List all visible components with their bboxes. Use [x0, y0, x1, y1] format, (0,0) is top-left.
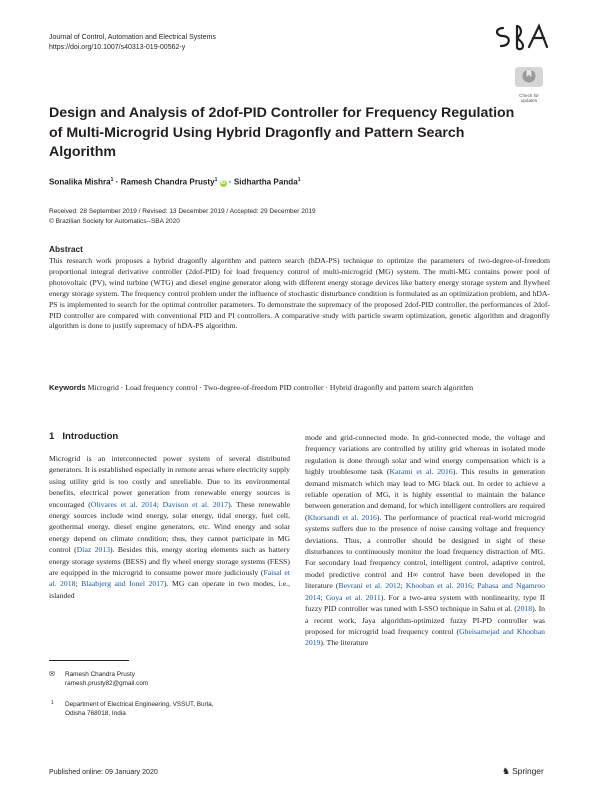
paper-title: Design and Analysis of 2dof-PID Controller for Frequency Regulation of Multi-Microgrid Using Hybrid Dragonfly and Pattern Search Algorithm [49, 105, 515, 160]
citation-link[interactable]: Faisal et al. 2018 [49, 568, 290, 589]
affiliation-marker: 1 [51, 700, 54, 706]
affiliation-block [49, 700, 213, 718]
envelope-icon: ✉ [49, 671, 55, 678]
article-dates [49, 207, 316, 226]
body-text: ). The performance of practical real-world microgrid systems suffers due to the presence of noise causing voltage and frequency deviations. Thus, a controller should be designed in sight of these disturbances to continuously monitor the load frequency distraction of MG. For secondary load frequency control, intelligent control, adaptive control, model predictive control and H∞ control have been developed in the literature ( [305, 512, 546, 591]
author-name[interactable]: Sidhartha Panda [233, 177, 298, 187]
body-text: ; [156, 499, 163, 509]
body-text: ). The literature [320, 638, 369, 648]
body-text: ). These renewable energy sources include wind energy, solar energy, tidal energy, fuel cell, geothermal energy, diesel engine generators, etc. Wind energy and solar energy depend on climate condition; thus, they cannot participate in MG control ( [49, 499, 290, 555]
body-text: ; [75, 579, 82, 589]
body-text: ). For a two-area system with nonlinearity, type II fuzzy PID controller was tuned with I-SSO technique in Sahu et al. ( [305, 592, 545, 614]
citation-link[interactable]: Davison et al. 2017 [162, 499, 229, 509]
section-title: Introduction [62, 431, 119, 442]
springer-logo [502, 766, 544, 777]
author-list: Sonalika Mishra$^1$ · Ramesh Chandra Prusty$^1$ iD · Sidhartha Panda$^1$ [49, 177, 301, 187]
section-heading [49, 431, 118, 442]
citation-link[interactable]: Khorsandi et al. 2016 [307, 512, 377, 522]
intro-column-right [305, 432, 545, 649]
body-text: mode and grid-connected mode. In grid-connected mode, the voltage and frequency variations are controlled by utility grid whereas in isolated mode regulation is done through solar and wind energy compensation which is a highly troublesome task ( [305, 433, 545, 477]
publisher-name: Springer [512, 766, 544, 776]
citation-link[interactable]: Pahasa and Ngamroo 2014 [305, 581, 546, 602]
citation-link[interactable]: 2018 [516, 604, 533, 614]
body-text: ; [400, 581, 406, 591]
section-number: 1 [49, 431, 55, 442]
body-text: ). MG can operate in two modes, i.e., islanded [49, 579, 290, 600]
footnote-rule [49, 660, 129, 661]
correspondence-block [49, 670, 148, 688]
journal-header [49, 33, 216, 53]
citation-link[interactable]: Olivares et al. 2014 [90, 499, 157, 509]
citation-link[interactable]: Goya et al. 2011 [325, 592, 381, 602]
body-text: ). In a recent work, Jaya algorithm-optimized fuzzy PI-PD controller was proposed for microgrid load frequency control ( [305, 604, 545, 636]
author-name[interactable]: Ramesh Chandra Prusty [120, 177, 215, 187]
citation-link[interactable]: Karami et al. 2016 [389, 467, 453, 477]
citation-link[interactable]: Bevrani et al. 2012 [338, 581, 401, 591]
springer-horse-icon: ♞ [502, 766, 511, 776]
doi-link[interactable]: https://doi.org/10.1007/s40313-019-00562-y [49, 44, 186, 51]
check-for-updates-badge[interactable] [514, 66, 544, 103]
history-dates: Received: 28 September 2019 / Revised: 13 December 2019 / Accepted: 29 December 2019 [49, 208, 316, 215]
citation-link[interactable]: Díaz 2013 [76, 545, 111, 555]
published-online: Published online: 09 January 2020 [49, 768, 158, 776]
keywords-label: Keywords [49, 383, 86, 392]
body-text: ). This results in generation demand mismatch which may lead to MG black out. In order to achieve a reliable operation of MG, it is highly essential to maintain the balance between generation and demand, for which intelligent controllers are required ( [305, 467, 545, 522]
citation-link[interactable]: Blaabjerg and Ionel 2017 [81, 579, 164, 589]
keywords-line [49, 382, 550, 393]
copyright-line: © Brazilian Society for Automatics--SBA 2020 [49, 217, 180, 225]
orcid-icon[interactable]: iD [220, 179, 226, 186]
keywords-list: Microgrid · Load frequency control · Two-degree-of-freedom PID controller · Hybrid dragonfly and pattern search algorithm [87, 383, 474, 392]
affiliation-line: Odisha 768018, India [65, 710, 126, 717]
abstract-text: This research work proposes a hybrid dragonfly algorithm and pattern search (hDA-PS) technique to optimize the parameters of two-degree-of-freedom proportional integral derivative controller (2dof-PID) for load frequency control of multi-microgrid (MG) system. The multi-MG contains power pool of photovoltaic (PV), wind turbine (WTG) and diesel engine generator along with different energy storage devices like battery energy storage system and flywheel energy storage system. The frequency control problem under the influence of stochastic disturbance condition is formulated as an optimization problem, and hDA-PS is implemented to search for the optimal controller parameters. To demonstrate the supremacy of the proposed 2dof-PID controller, the performances of 2dof-PID controller are compared with conventional PID and PI controllers. A comparative study with particle swarm optimization, genetic algorithm and dragonfly algorithm is done to justify supremacy of hDA-PS algorithm. [49, 256, 550, 331]
body-text: ; [320, 592, 326, 602]
body-text: Microgrid is an interconnected power system of several distributed generators. It is established especially in remote areas where electricity supply using utility grid is too costly and unreliable. Due to its environmental benefits, electrical power generation from renewable energy sources is encouraged ( [49, 454, 290, 509]
body-text: ; [471, 581, 478, 591]
author-name[interactable]: Sonalika Mishra [49, 177, 111, 187]
body-text: ). Besides this, energy storing elements such as battery energy storage systems (BESS) and fly wheel energy storage systems (FESS) are equipped in the microgrid to consume power more judiciously ( [49, 545, 291, 578]
bookmark-icon [514, 66, 544, 88]
abstract-heading: Abstract [49, 244, 83, 254]
author-email[interactable]: ramesh.prusty82@gmail.com [65, 680, 149, 687]
citation-link[interactable]: Khooban et al. 2016 [405, 581, 472, 591]
corresponding-author: Ramesh Chandra Prusty [65, 671, 135, 678]
sba-logo [493, 20, 553, 54]
intro-column-left [49, 453, 290, 601]
affiliation-line: Department of Electrical Engineering, VSSUT, Burla, [65, 701, 214, 708]
badge-label: Check for updates [519, 93, 539, 103]
journal-name: Journal of Control, Automation and Electrical Systems [49, 34, 216, 41]
citation-link[interactable]: Gheisarnejad and Khooban 2019 [305, 626, 545, 648]
